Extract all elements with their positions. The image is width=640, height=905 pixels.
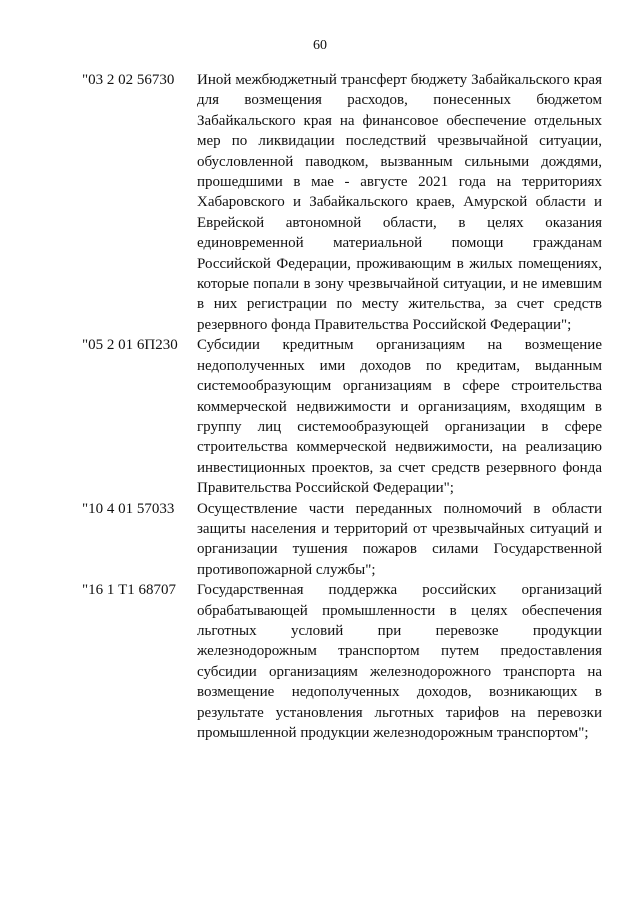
budget-code-description: Осуществление части переданных полномочий в области защиты населения и территорий от чрезвычайных ситуаций и организации тушения пожаров силами Государственной противопожарной службы"; (197, 500, 602, 578)
list-item (82, 70, 604, 335)
list-item (82, 499, 604, 581)
budget-code: "03 2 02 56730 (82, 72, 175, 88)
list-item (82, 580, 604, 743)
budget-code-description: Государственная поддержка российских организаций обрабатывающей промышленности в целях обеспечения льготных условий при перевозке продукции железнодорожным транспортом путем предоставления субсидии организациям железнодорожного транспорта на возмещение недополученных доходов, возникающих в результате установления льготных тарифов на перевозки промышленной продукции железнодорожным транспортом"; (197, 582, 602, 741)
budget-code-description: Иной межбюджетный трансферт бюджету Забайкальского края для возмещения расходов, понесенных бюджетом Забайкальского края на финансовое обеспечение отдельных мер по ликвидации последствий чрезвычайной ситуации, обусловленной паводком, вызванным сильными дождями, прошедшими в мае - августе 2021 года на территориях Хабаровского и Забайкальского краев, Амурской области и Еврейской автономной области, в целях оказания единовременной материальной помощи гражданам Российской Федерации, проживающим в жилых помещениях, которые попали в зону чрезвычайной ситуации, и не имевшим в них регистрации по месту жительства, за счет средств резервного фонда Правительства Российской Федерации"; (197, 72, 602, 333)
page-number: 60 (313, 38, 327, 53)
budget-code-list (82, 70, 604, 743)
budget-code: "16 1 Т1 68707 (82, 582, 177, 599)
list-item (82, 335, 604, 498)
budget-code-description: Субсидии кредитным организациям на возмещение недополученных ими доходов по кредитам, выданным системообразующим организациям в сфере строительства коммерческой недвижимости и организациям, входящим в группу лиц системообразующей организации в сфере строительства коммерческой недвижимости, на реализацию инвестиционных проектов, за счет средств резервного фонда Правительства Российской Федерации"; (197, 337, 602, 497)
budget-code: "05 2 01 6П230 (82, 337, 178, 354)
budget-code: "10 4 01 57033 (82, 500, 175, 517)
